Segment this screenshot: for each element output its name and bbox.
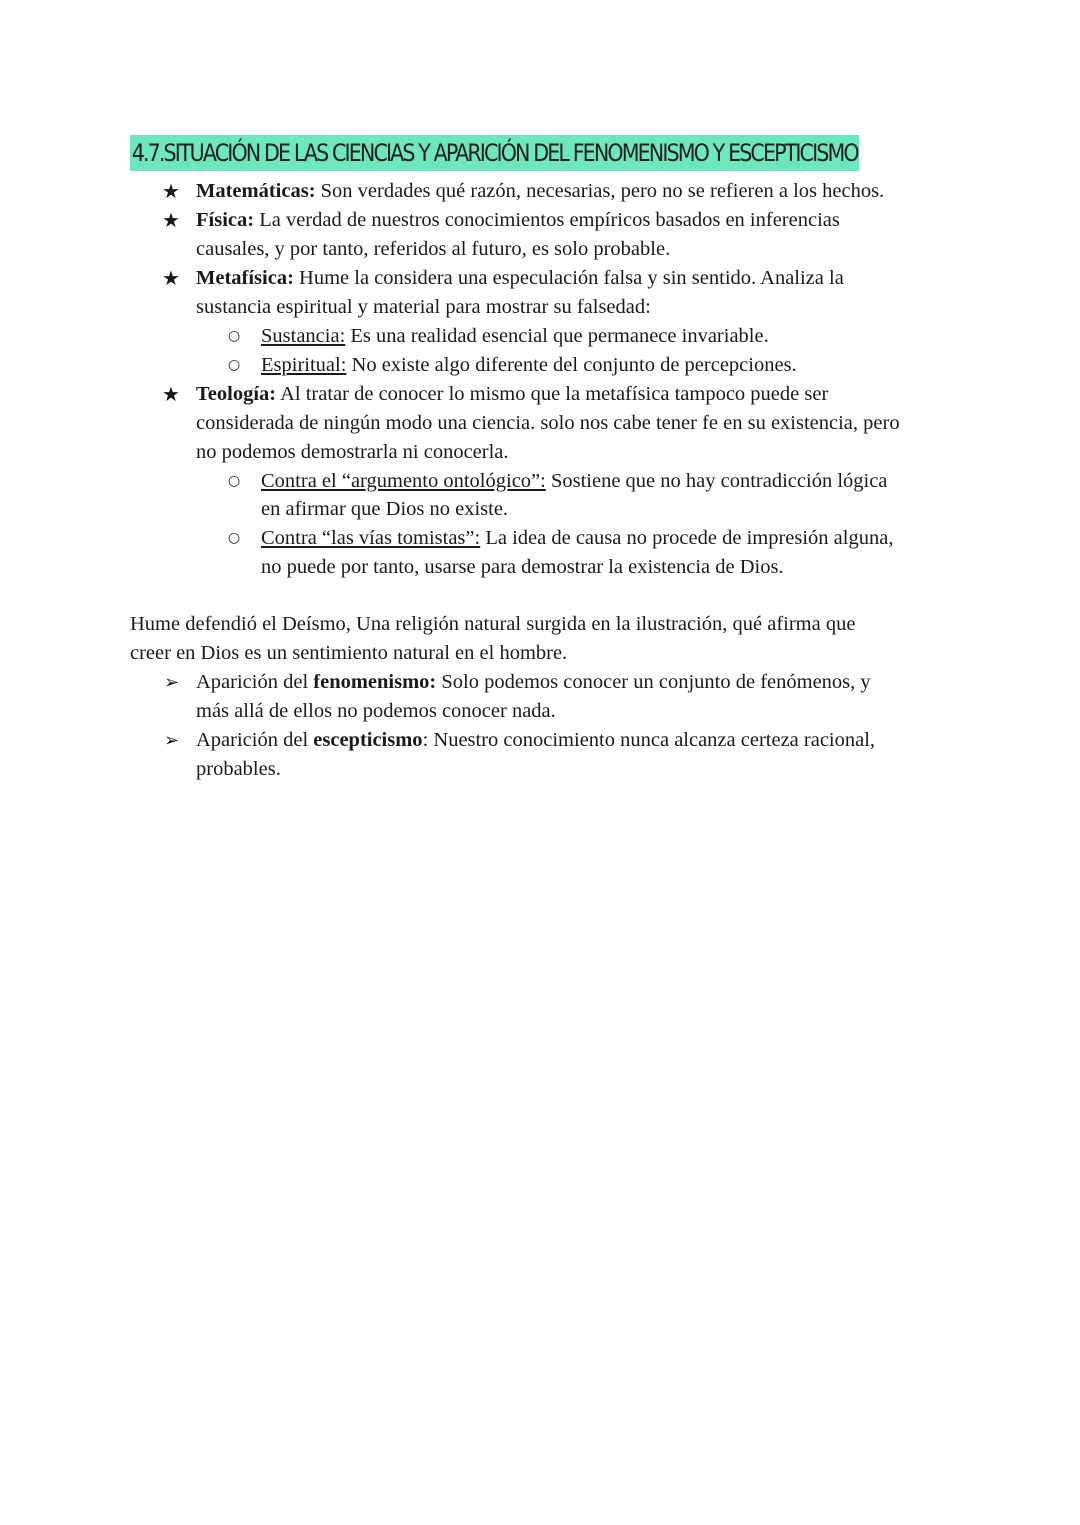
arrow-item-fenomenismo <box>196 668 871 697</box>
sub-item-espiritual <box>261 351 797 380</box>
list-item-metafisica <box>196 264 844 293</box>
sub-item-sustancia <box>261 322 769 351</box>
paragraph-continuation: creer en Dios es un sentimiento natural en el hombre. <box>130 642 568 664</box>
sub-item-continuation: no puede por tanto, usarse para demostrar la existencia de Dios. <box>261 556 784 578</box>
arrow-item-term: escepticismo <box>313 729 423 751</box>
star-bullet-icon: ★ <box>162 382 180 406</box>
item-term: Teología: <box>196 383 277 405</box>
sub-item-continuation: en afirmar que Dios no existe. <box>261 498 509 520</box>
paragraph-deismo: Hume defendió el Deísmo, Una religión natural surgida en la ilustración, qué afirma que <box>130 613 856 635</box>
item-text: Al tratar de conocer lo mismo que la metafísica tampoco puede ser <box>276 383 829 405</box>
item-term: Matemáticas: <box>196 180 316 202</box>
sub-item-text: No existe algo diferente del conjunto de percepciones. <box>346 354 797 376</box>
arrow-item-text: : Nuestro conocimiento nunca alcanza certeza racional, <box>422 729 876 751</box>
arrow-item-term: fenomenismo: <box>313 671 437 693</box>
arrow-item-escepticismo <box>196 726 875 755</box>
arrow-bullet-icon: ➢ <box>164 730 180 751</box>
circle-bullet-icon: ○ <box>228 357 241 373</box>
item-text-continuation: causales, y por tanto, referidos al futuro, es solo probable. <box>196 238 671 260</box>
item-text: Hume la considera una especulación falsa y sin sentido. Analiza la <box>293 267 844 289</box>
arrow-bullet-icon: ➢ <box>164 672 180 693</box>
circle-bullet-icon: ○ <box>228 328 241 344</box>
star-bullet-icon: ★ <box>162 208 180 232</box>
item-text-continuation: no podemos demostrarla ni conocerla. <box>196 441 509 463</box>
circle-bullet-icon: ○ <box>228 530 241 546</box>
item-text-continuation: sustancia espiritual y material para mostrar su falsedad: <box>196 296 651 318</box>
item-text: Son verdades qué razón, necesarias, pero no se refieren a los hechos. <box>315 180 885 202</box>
sub-item-label: Sustancia: <box>261 325 346 347</box>
list-item-fisica <box>196 206 840 235</box>
star-bullet-icon: ★ <box>162 266 180 290</box>
arrow-item-prefix: Aparición del <box>196 671 314 693</box>
sub-item-text: La idea de causa no procede de impresión alguna, <box>480 527 894 549</box>
sub-item-vias-tomistas <box>261 524 893 553</box>
arrow-item-text: Solo podemos conocer un conjunto de fenómenos, y <box>436 671 871 693</box>
sub-item-label: Contra “las vías tomistas”: <box>261 527 481 549</box>
sub-item-label: Espiritual: <box>261 354 347 376</box>
circle-bullet-icon: ○ <box>228 473 241 489</box>
sub-item-text: Sostiene que no hay contradicción lógica <box>545 470 888 492</box>
sub-item-text: Es una realidad esencial que permanece invariable. <box>345 325 769 347</box>
item-text: La verdad de nuestros conocimientos empíricos basados en inferencias <box>254 209 840 231</box>
star-bullet-icon: ★ <box>162 179 180 203</box>
arrow-item-continuation: probables. <box>196 758 281 780</box>
list-item-matematicas <box>196 177 884 206</box>
sub-item-argumento-ontologico <box>261 467 887 496</box>
sub-item-label: Contra el “argumento ontológico”: <box>261 470 546 492</box>
arrow-item-prefix: Aparición del <box>196 729 314 751</box>
item-term: Metafísica: <box>196 267 294 289</box>
arrow-item-continuation: más allá de ellos no podemos conocer nada. <box>196 700 556 722</box>
item-term: Física: <box>196 209 255 231</box>
list-item-teologia <box>196 380 828 409</box>
item-text-continuation: considerada de ningún modo una ciencia. solo nos cabe tener fe en su existencia, pero <box>196 412 900 434</box>
section-heading: 4.7.SITUACIÓN DE LAS CIENCIAS Y APARICIÓN DEL FENOMENISMO Y ESCEPTICISMO <box>130 135 859 171</box>
